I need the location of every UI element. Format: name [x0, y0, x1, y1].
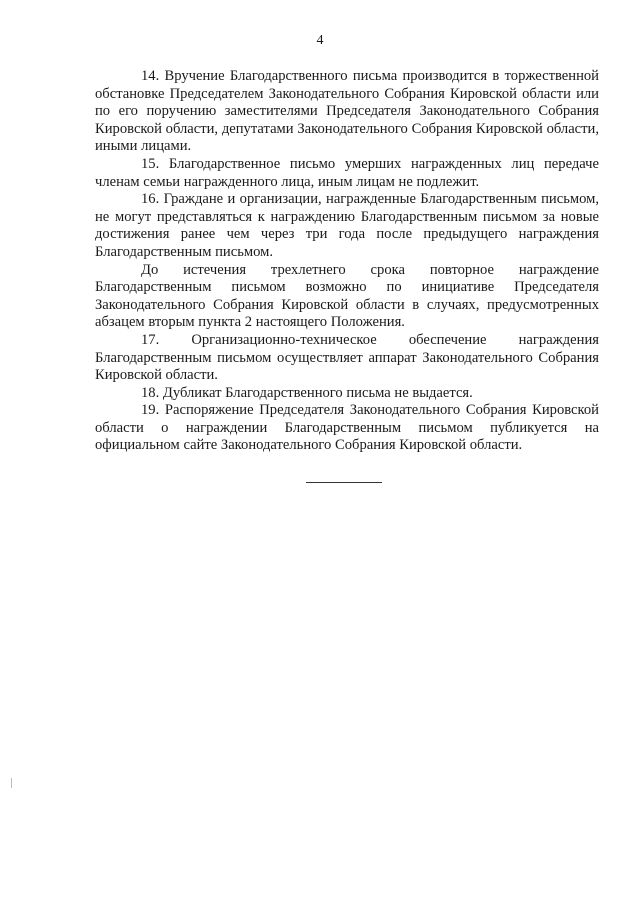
paragraph-15: 15. Благодарственное письмо умерших награжденных лиц передаче членам семьи награжденного лица, иным лицам не подлежит. [95, 155, 599, 190]
paragraph-19: 19. Распоряжение Председателя Законодательного Собрания Кировской области о награждении Благодарственным письмом публикуется на официальном сайте Законодательного Собрания Кировской области. [95, 402, 599, 454]
paragraph-17: 17. Организационно-техническое обеспечение награждения Благодарственным письмом осуществляет аппарат Законодательного Собрания Кировской области. [95, 331, 599, 384]
paragraph-16-continued: До истечения трехлетнего срока повторное награждение Благодарственным письмом возможно по инициативе Председателя Законодательного Собрания Кировской области в случаях, предусмотренных абзацем вторым пункта 2 настоящего Положения. [95, 261, 599, 331]
paragraph-16: 16. Граждане и организации, награжденные Благодарственным письмом, не могут представляться к награждению Благодарственным письмом за новые достижения ранее чем через три года после предыдущего награждения Благодарственным письмом. [95, 191, 599, 260]
document-body [95, 68, 599, 455]
paragraph-14: 14. Вручение Благодарственного письма производится в торжественной обстановке Председателем Законодательного Собрания Кировской области или по его поручению заместителями Председателя Законодательного Собрания Кировской области, депутатами Законодательного Собрания Кировской области, иными лицами. [95, 68, 599, 155]
scan-margin-mark [11, 778, 12, 788]
end-separator-line [306, 482, 382, 483]
paragraph-18: 18. Дубликат Благодарственного письма не выдается. [141, 384, 473, 401]
page-number: 4 [316, 33, 324, 48]
